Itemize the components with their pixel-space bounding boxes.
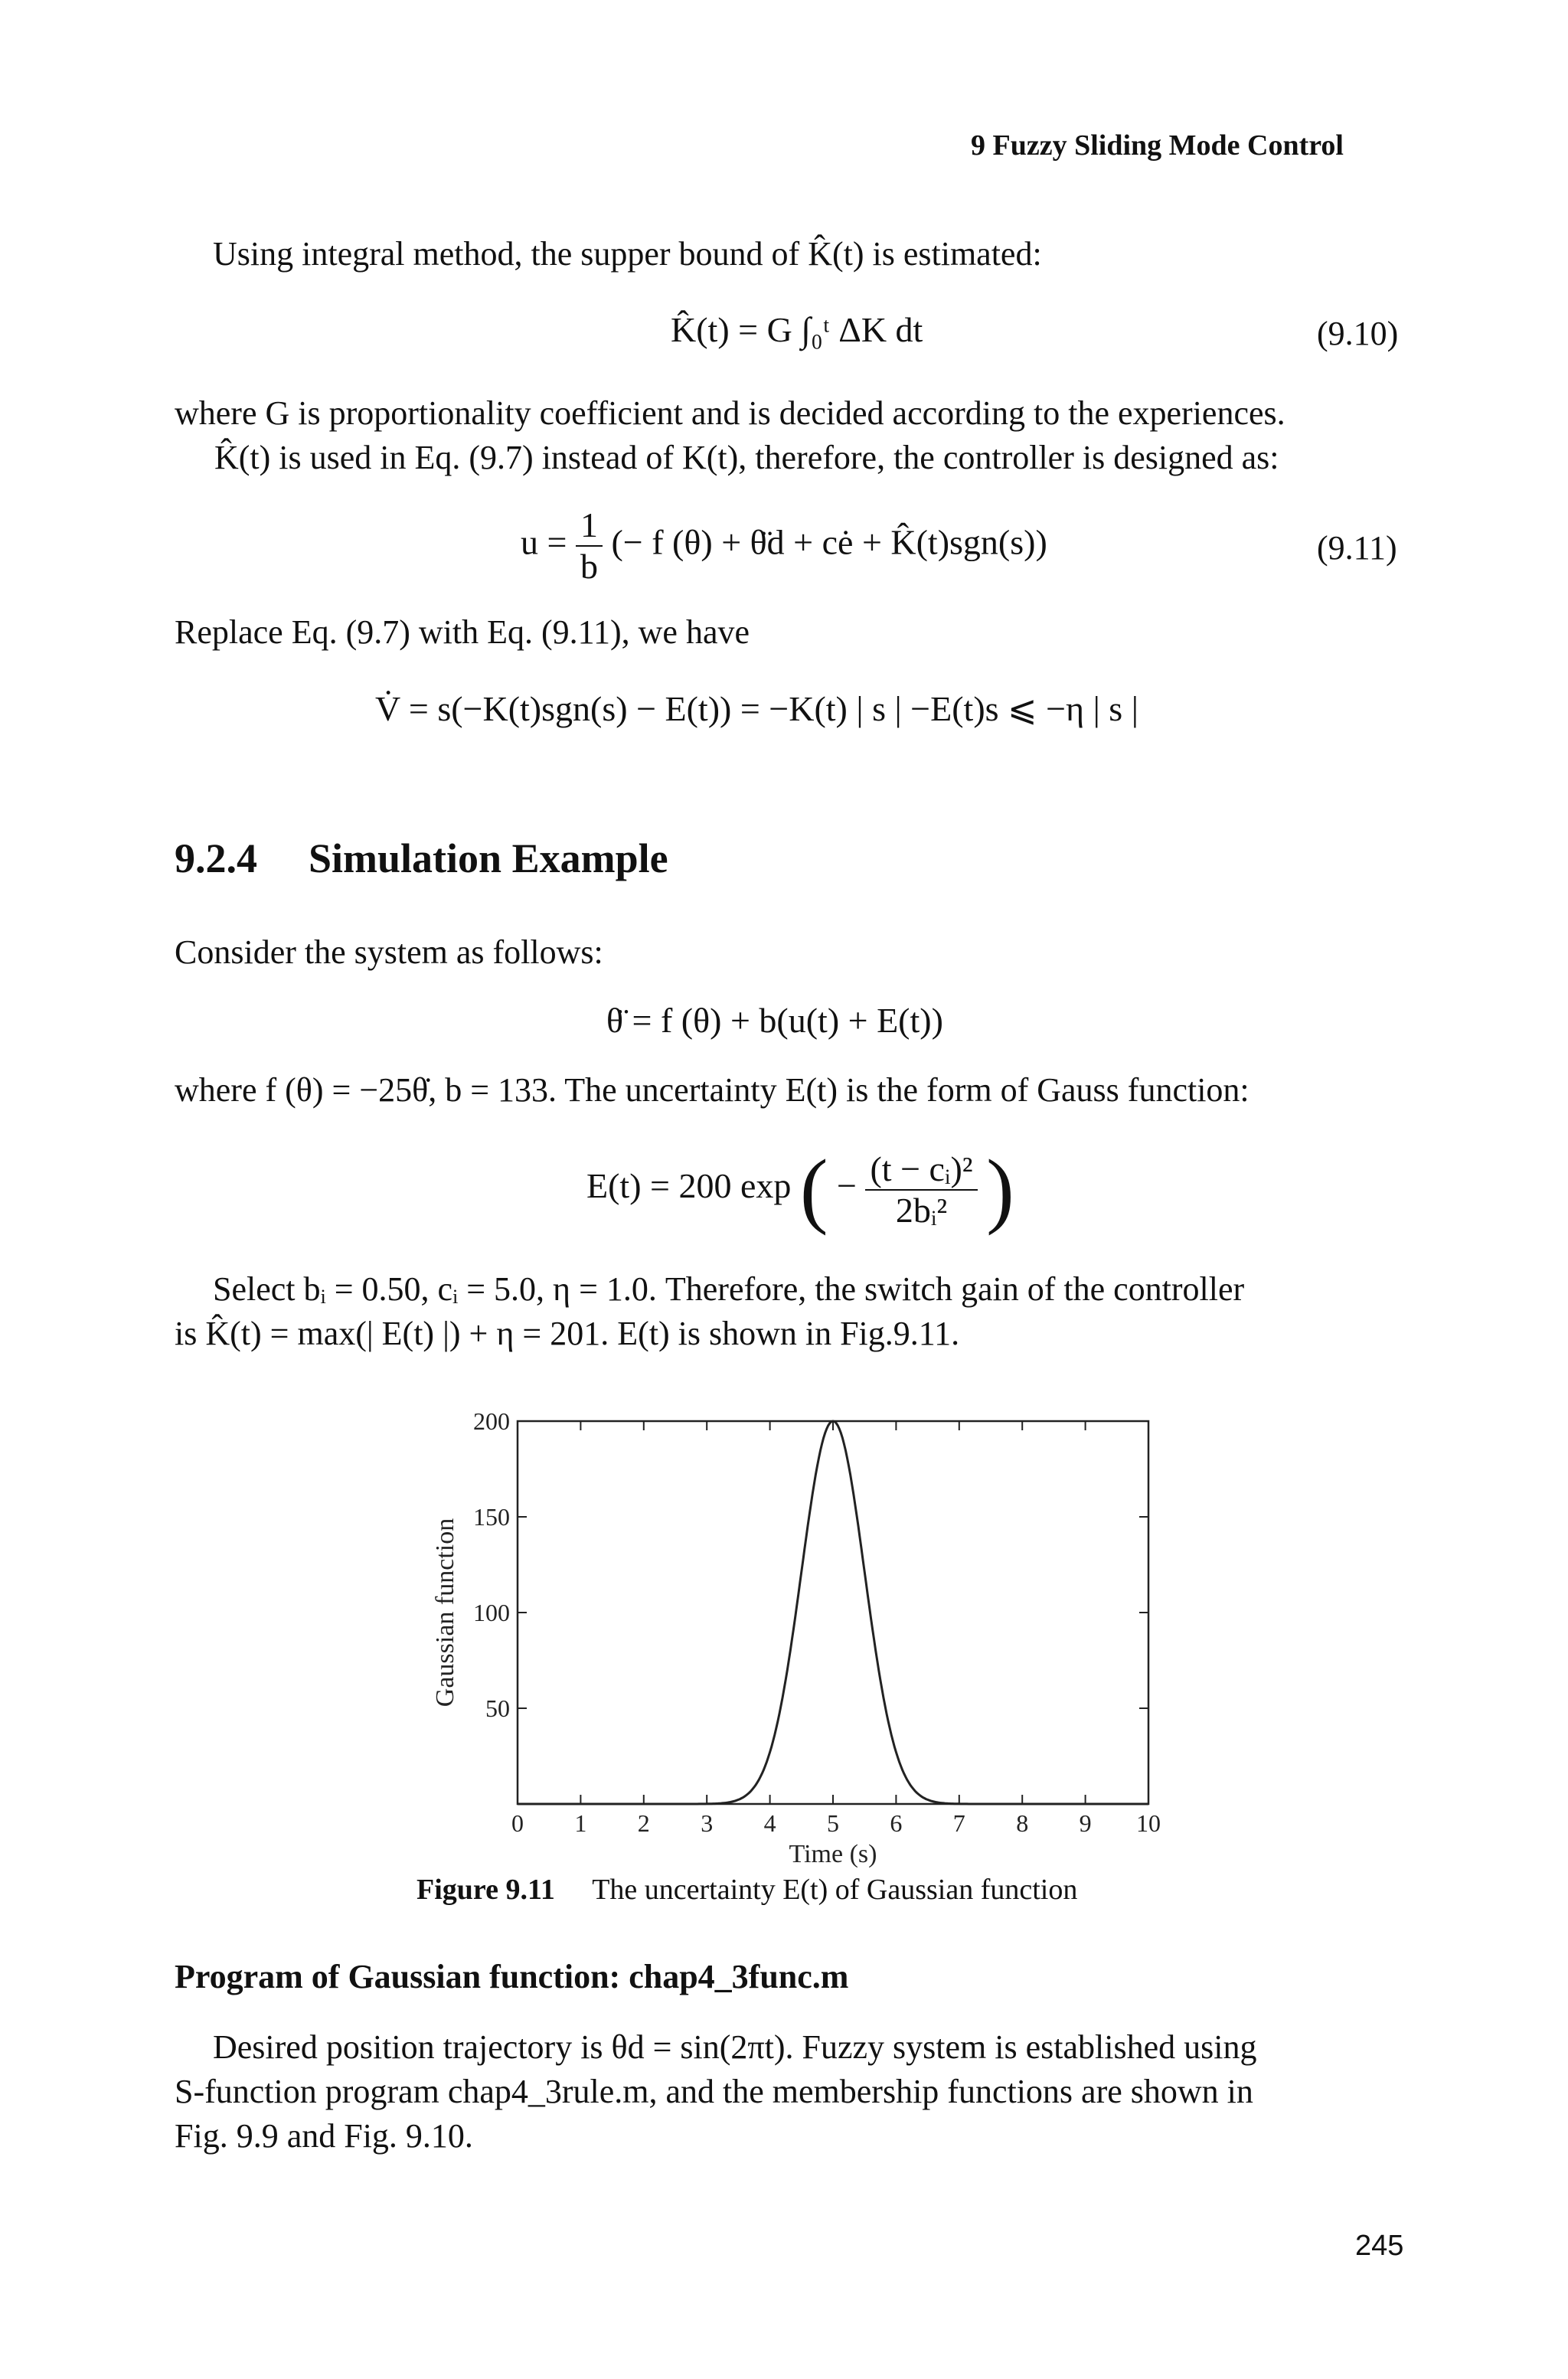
- equation-system: θ̈ = f (θ) + b(u(t) + E(t)): [606, 1001, 943, 1040]
- x-tick-label: 10: [1136, 1809, 1161, 1837]
- paragraph-desired-line1: Desired position trajectory is θd = sin(2πt). Fuzzy system is established using: [213, 2028, 1257, 2066]
- running-header: 9 Fuzzy Sliding Mode Control: [971, 129, 1344, 162]
- paragraph-replace: Replace Eq. (9.7) with Eq. (9.11), we have: [175, 613, 750, 651]
- equation-number-9-11: (9.11): [1317, 529, 1397, 567]
- gaussian-chart: [413, 1401, 1164, 1868]
- section-title: Simulation Example: [309, 835, 668, 881]
- eq-gauss-denominator: 2bᵢ²: [895, 1190, 948, 1230]
- x-axis-label: Time (s): [789, 1840, 877, 1868]
- paragraph-g-line1: where G is proportionality coefficient and is decided according to the experiences.: [175, 394, 1285, 432]
- y-tick-label: 150: [473, 1503, 510, 1531]
- x-tick-label: 8: [1016, 1809, 1029, 1837]
- x-tick-label: 3: [701, 1809, 714, 1837]
- x-tick-label: 2: [637, 1809, 650, 1837]
- figure-label: Figure 9.11: [416, 1874, 555, 1906]
- paragraph-desired-line3: Fig. 9.9 and Fig. 9.10.: [175, 2117, 473, 2155]
- y-tick-label: 50: [485, 1694, 510, 1722]
- x-tick-label: 4: [763, 1809, 776, 1837]
- eq-gauss-fraction: [865, 1149, 977, 1230]
- equation-9-10: K̂(t) = G ∫₀ᵗ ΔK dt: [671, 310, 923, 349]
- section-heading: [175, 835, 668, 882]
- y-tick-label: 100: [473, 1599, 510, 1626]
- equation-number-9-10: (9.10): [1317, 315, 1399, 352]
- section-number: 9.2.4: [175, 835, 257, 881]
- eq-9-11-numerator: 1: [576, 505, 603, 547]
- paragraph-desired-line2: S-function program chap4_3rule.m, and the membership functions are shown in: [175, 2073, 1253, 2110]
- figure-caption-text: The uncertainty E(t) of Gaussian function: [592, 1874, 1078, 1906]
- plot-frame: [518, 1421, 1148, 1804]
- gaussian-series-line: [518, 1421, 1148, 1804]
- page-number: 245: [1355, 2230, 1404, 2262]
- y-tick-label: 200: [473, 1407, 510, 1435]
- equation-vdot: V̇ = s(−K(t)sgn(s) − E(t)) = −K(t) | s | −E(t)s ⩽ −η | s |: [375, 689, 1138, 728]
- x-tick-label: 6: [890, 1809, 903, 1837]
- paragraph-intro: Using integral method, the supper bound of K̂(t) is estimated:: [213, 235, 1042, 273]
- x-tick-label: 7: [952, 1809, 965, 1837]
- x-tick-label: 1: [574, 1809, 587, 1837]
- eq-gauss-numerator: (t − cᵢ)²: [865, 1149, 977, 1191]
- eq-gauss-minus: −: [837, 1166, 857, 1206]
- paragraph-where: where f (θ) = −25θ̇, b = 133. The uncertainty E(t) is the form of Gauss function:: [175, 1071, 1250, 1109]
- paragraph-select-line2: is K̂(t) = max(| E(t) |) + η = 201. E(t) is shown in Fig.9.11.: [175, 1315, 960, 1352]
- y-axis-label: Gaussian function: [431, 1518, 459, 1707]
- eq-gauss-left-paren: (: [799, 1142, 828, 1236]
- eq-gauss-lhs: E(t) = 200 exp: [586, 1166, 792, 1206]
- eq-9-11-denominator: b: [580, 547, 598, 586]
- eq-9-11-rhs: (− f (θ) + θ̈d + cė + K̂(t)sgn(s)): [611, 522, 1047, 562]
- paragraph-g-line2: K̂(t) is used in Eq. (9.7) instead of K(t), therefore, the controller is designed as:: [214, 439, 1279, 476]
- figure-caption: [416, 1873, 1077, 1907]
- x-tick-label: 5: [827, 1809, 839, 1837]
- equation-9-11: [521, 505, 1047, 587]
- paragraph-consider: Consider the system as follows:: [175, 933, 603, 971]
- x-tick-label: 0: [511, 1809, 524, 1837]
- program-title: Program of Gaussian function: chap4_3func.m: [175, 1958, 849, 1995]
- eq-9-11-lhs: u =: [521, 522, 567, 562]
- eq-9-11-fraction: [576, 505, 603, 587]
- x-tick-label: 9: [1079, 1809, 1092, 1837]
- eq-gauss-right-paren: ): [986, 1142, 1014, 1236]
- paragraph-select-line1: Select bᵢ = 0.50, cᵢ = 5.0, η = 1.0. Therefore, the switch gain of the controller: [213, 1270, 1245, 1308]
- equation-gauss: [586, 1141, 1014, 1238]
